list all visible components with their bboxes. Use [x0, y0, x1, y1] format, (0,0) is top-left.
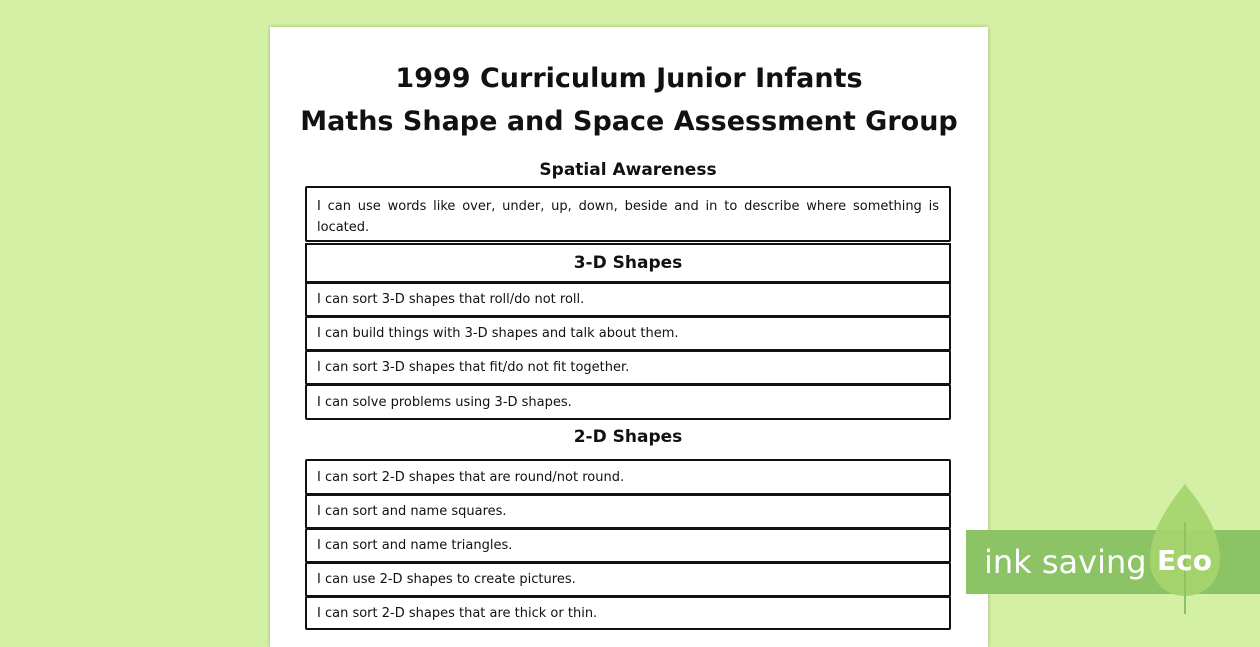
2d-item-4: I can use 2-D shapes to create pictures.: [305, 562, 951, 597]
section-heading-2d-shapes: 2-D Shapes: [573, 427, 683, 447]
3d-item-4: I can solve problems using 3-D shapes.: [305, 384, 951, 420]
2d-item-3: I can sort and name triangles.: [305, 528, 951, 563]
section-heading-spatial-awareness: Spatial Awareness: [539, 160, 717, 180]
2d-item-5: I can sort 2-D shapes that are thick or thin.: [305, 596, 951, 630]
document-title-line-2: Maths Shape and Space Assessment Group: [300, 106, 958, 137]
3d-item-3: I can sort 3-D shapes that fit/do not fit together.: [305, 350, 951, 385]
ink-saving-label: ink saving: [984, 543, 1147, 581]
spatial-item-1: I can use words like over, under, up, down, beside and in to describe where something is located.: [305, 186, 951, 242]
3d-item-2: I can build things with 3-D shapes and talk about them.: [305, 316, 951, 351]
document-title-line-1: 1999 Curriculum Junior Infants: [395, 63, 863, 94]
section-heading-3d-shapes: 3-D Shapes: [305, 243, 951, 283]
2d-item-2: I can sort and name squares.: [305, 494, 951, 529]
eco-leaf-text: Eco: [1157, 544, 1212, 577]
2d-item-1: I can sort 2-D shapes that are round/not round.: [305, 459, 951, 495]
3d-item-1: I can sort 3-D shapes that roll/do not roll.: [305, 282, 951, 317]
